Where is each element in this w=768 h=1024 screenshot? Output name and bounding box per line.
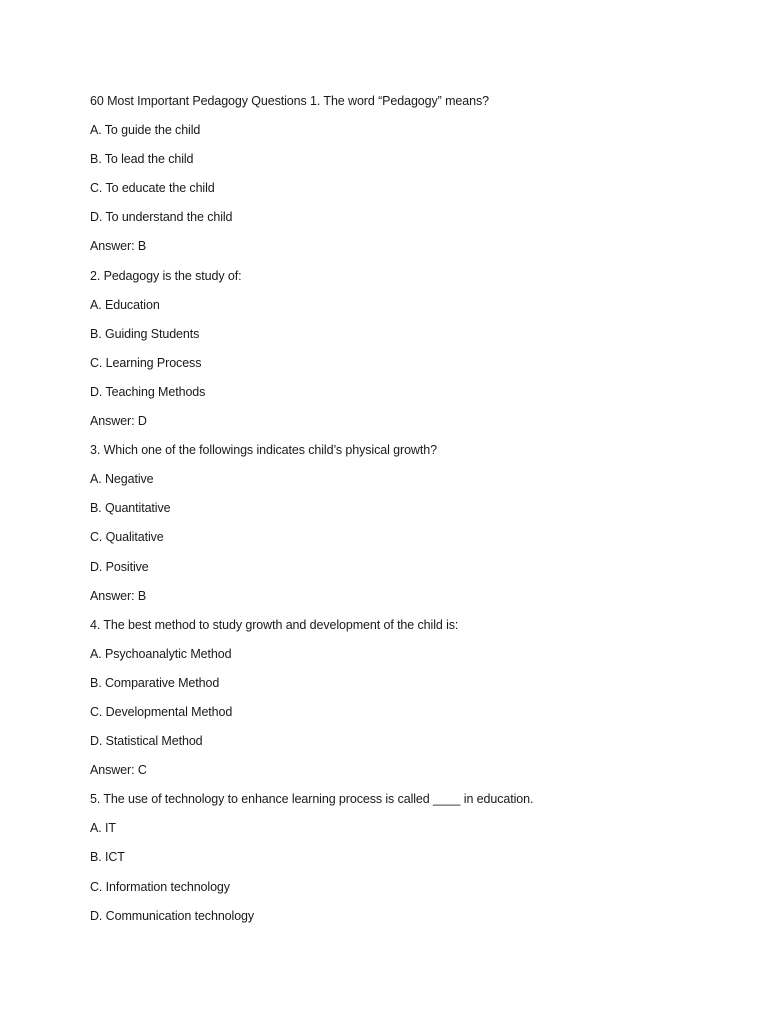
question-1-option-a: A. To guide the child xyxy=(90,123,201,138)
question-5-option-c: C. Information technology xyxy=(90,879,230,894)
question-1-heading: 60 Most Important Pedagogy Questions 1. The word “Pedagogy” means? xyxy=(90,94,489,108)
question-3-option-a: A. Negative xyxy=(90,472,154,487)
question-4-answer: Answer: C xyxy=(90,763,147,778)
question-3-option-b: B. Quantitative xyxy=(90,501,171,516)
question-4-option-a: A. Psychoanalytic Method xyxy=(90,646,232,661)
question-2-option-d: D. Teaching Methods xyxy=(90,384,206,399)
question-5-option-a: A. IT xyxy=(90,821,116,836)
question-4-option-d: D. Statistical Method xyxy=(90,734,203,749)
question-2-option-a: A. Education xyxy=(90,297,160,312)
question-4-option-c: C. Developmental Method xyxy=(90,704,233,719)
question-1-option-c: C. To educate the child xyxy=(90,181,215,196)
question-5-option-b: B. ICT xyxy=(90,850,125,865)
question-3-option-d: D. Positive xyxy=(90,559,149,574)
question-4-option-b: B. Comparative Method xyxy=(90,675,220,690)
question-3-option-c: C. Qualitative xyxy=(90,530,164,545)
question-2-option-c: C. Learning Process xyxy=(90,355,202,370)
question-1-answer: Answer: B xyxy=(90,239,147,254)
document-content xyxy=(90,92,710,936)
question-2-answer: Answer: D xyxy=(90,414,147,429)
question-2-option-b: B. Guiding Students xyxy=(90,326,200,341)
question-5-option-d: D. Communication technology xyxy=(90,908,255,923)
question-4-text: 4. The best method to study growth and development of the child is: xyxy=(90,617,459,632)
question-3-answer: Answer: B xyxy=(90,588,147,603)
question-1-option-d: D. To understand the child xyxy=(90,210,233,225)
question-1-option-b: B. To lead the child xyxy=(90,152,194,167)
question-3-text: 3. Which one of the followings indicates child’s physical growth? xyxy=(90,443,437,458)
question-5-text: 5. The use of technology to enhance learning process is called ____ in education. xyxy=(90,792,534,807)
question-2-text: 2. Pedagogy is the study of: xyxy=(90,268,242,283)
